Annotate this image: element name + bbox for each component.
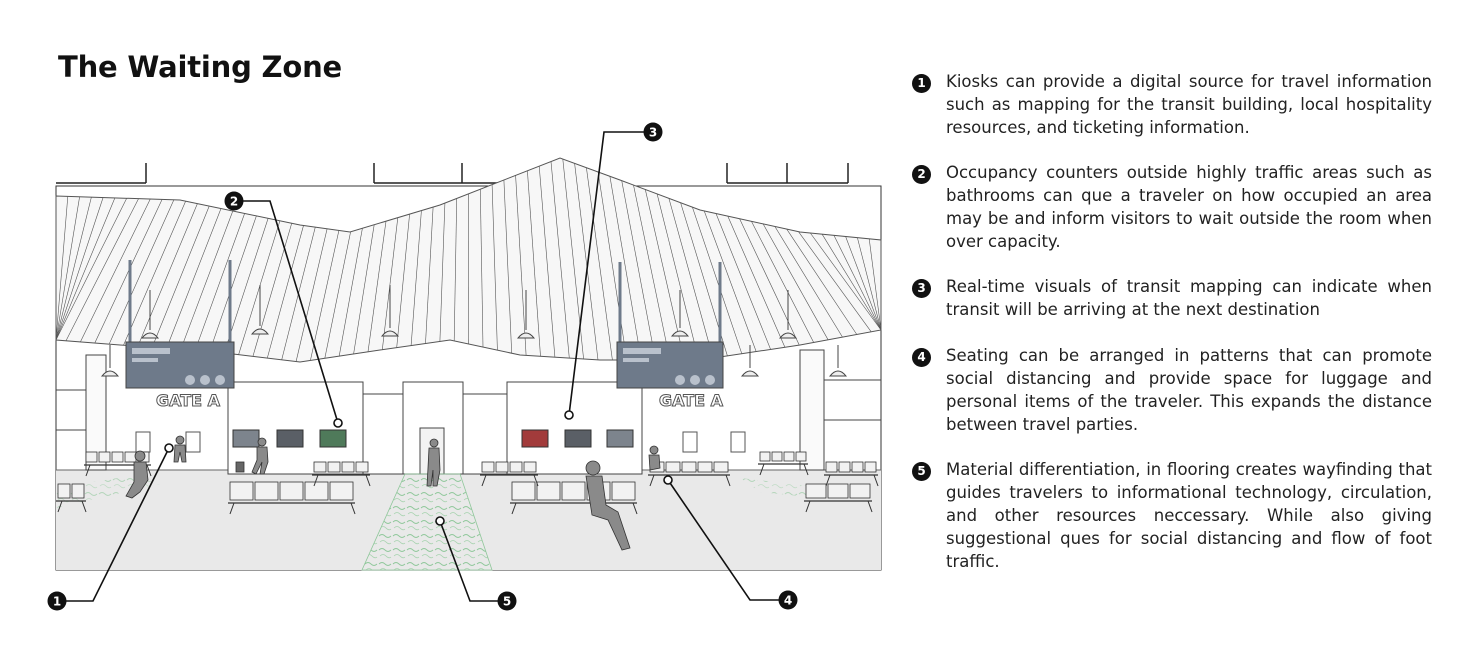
callout-marker-1 xyxy=(48,592,67,611)
callout-marker-5-label: 5 xyxy=(502,594,512,609)
callout-marker-1-label: 1 xyxy=(52,594,62,609)
note-3 xyxy=(912,275,1432,321)
note-2-text: Occupancy counters outside highly traffic areas such as bathrooms can que a traveler on how occupied an area may be and inform visitors to wait outside the room when over capacity. xyxy=(946,163,1432,251)
callout-marker-5 xyxy=(498,592,517,611)
note-5-text: Material differentiation, in flooring creates wayfinding that guides travelers to informational technology, circulation, and other resources neccessary. While also giving suggestional ques for social distancing and flow of foot traffic. xyxy=(946,460,1432,571)
note-2-badge: 2 xyxy=(912,165,931,184)
ceiling-tracks xyxy=(56,163,848,183)
callout-marker-3 xyxy=(644,123,663,142)
callout-marker-4 xyxy=(779,591,798,610)
callout-marker-2 xyxy=(225,192,244,211)
note-5 xyxy=(912,458,1432,573)
note-1-text: Kiosks can provide a digital source for travel information such as mapping for the transit building, local hospitality resources, and ticketing information. xyxy=(946,72,1432,137)
note-3-badge: 3 xyxy=(912,279,931,298)
callout-marker-3-label: 3 xyxy=(648,125,658,140)
note-1 xyxy=(912,70,1432,139)
traveler-seated-far-right xyxy=(649,446,660,470)
gate-sign-left: GATE A xyxy=(155,391,221,410)
note-1-badge: 1 xyxy=(912,74,931,93)
callout-marker-4-label: 4 xyxy=(783,593,793,608)
note-4-text: Seating can be arranged in patterns that can promote social distancing and provide space for luggage and personal items of the traveler. This expands the distance between travel parties. xyxy=(946,346,1432,434)
note-5-badge: 5 xyxy=(912,462,931,481)
note-3-text: Real-time visuals of transit mapping can indicate when transit will be arriving at the next destination xyxy=(946,277,1432,319)
note-4-badge: 4 xyxy=(912,348,931,367)
gate-sign-right: GATE A xyxy=(658,391,724,410)
note-2 xyxy=(912,161,1432,253)
callout-marker-2-label: 2 xyxy=(229,194,239,209)
page-title: The Waiting Zone xyxy=(58,50,343,84)
note-4 xyxy=(912,344,1432,436)
